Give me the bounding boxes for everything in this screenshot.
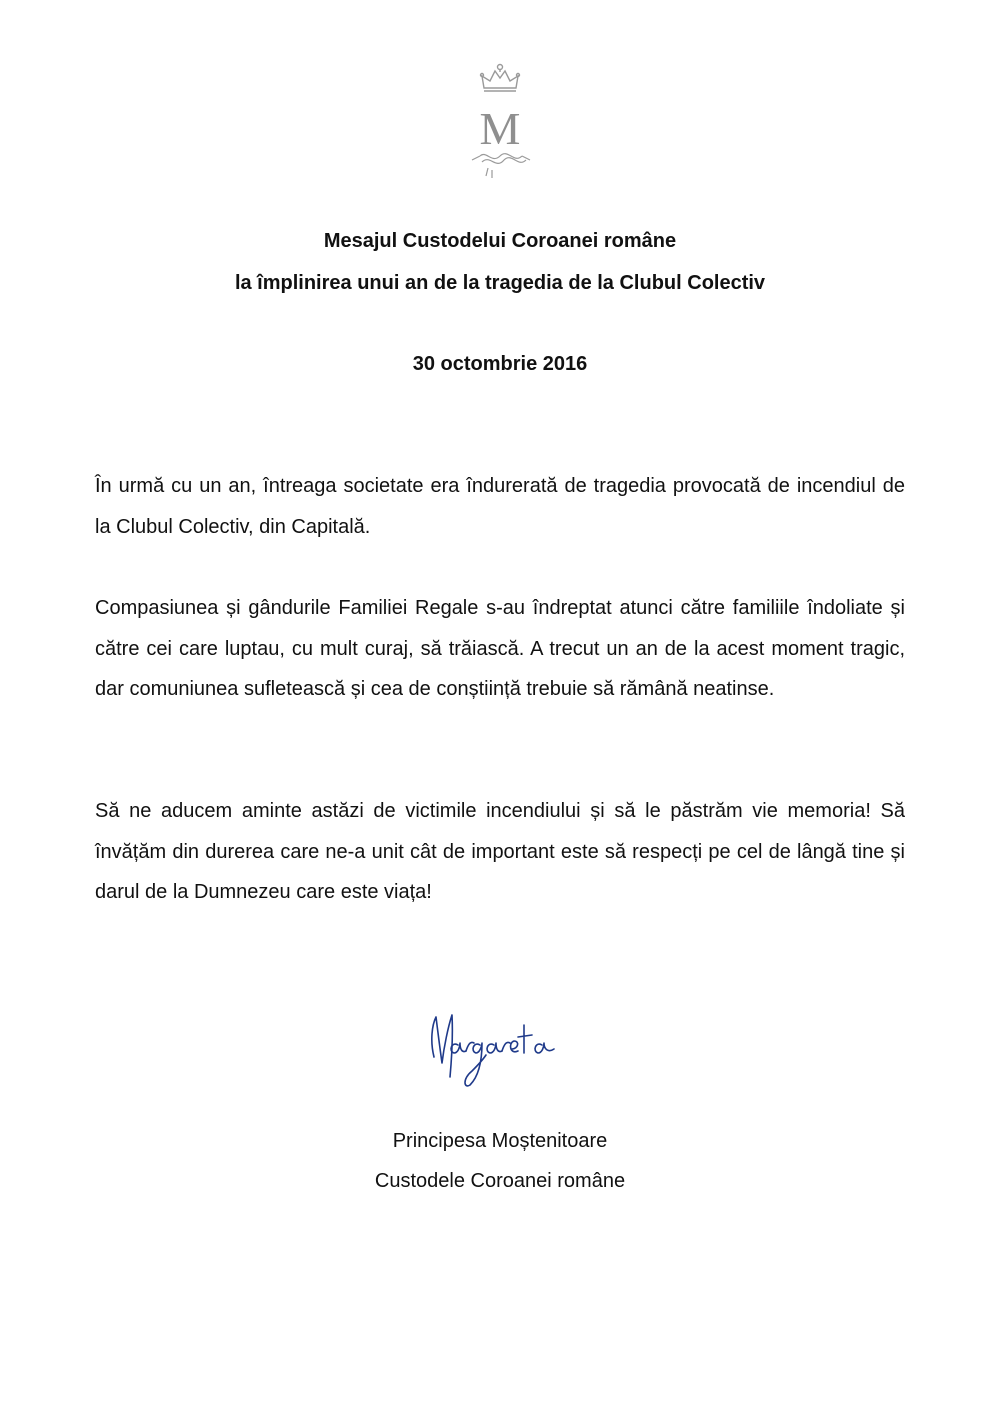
title-line-2: la împlinirea unui an de la tragedia de la Clubul Colectiv — [234, 272, 766, 294]
handwritten-signature — [420, 1005, 570, 1095]
title-line-1: Mesajul Custodelui Coroanei române — [323, 230, 677, 252]
paragraph-3: Să ne aducem aminte astăzi de victimile incendiului și să le păstrăm vie memoria! Să învățăm din durerea care ne-a unit cât de important este să respecți pe cel de lângă tine și darul de la Dumnezeu care este viața! — [95, 800, 905, 903]
royal-monogram-crown-m-icon — [462, 60, 538, 180]
monogram-letter: M — [479, 103, 521, 154]
signatory-title: Principesa Moștenitoare — [392, 1130, 608, 1152]
paragraph-1: În urmă cu un an, întreaga societate era îndurerată de tragedia provocată de incendiul de la Clubul Colectiv, din Capitală. — [95, 475, 905, 538]
date-line: 30 octombrie 2016 — [412, 353, 588, 375]
signatory-role: Custodele Coroanei române — [374, 1170, 626, 1192]
paragraph-2: Compasiunea și gândurile Familiei Regale s-au îndreptat atunci către familiile îndoliate și către cei care luptau, cu mult curaj, să trăiască. A trecut un an de la acest moment tragic, dar comuniunea sufletească și cea de conștiință trebuie să rămână neatinse. — [95, 597, 905, 700]
